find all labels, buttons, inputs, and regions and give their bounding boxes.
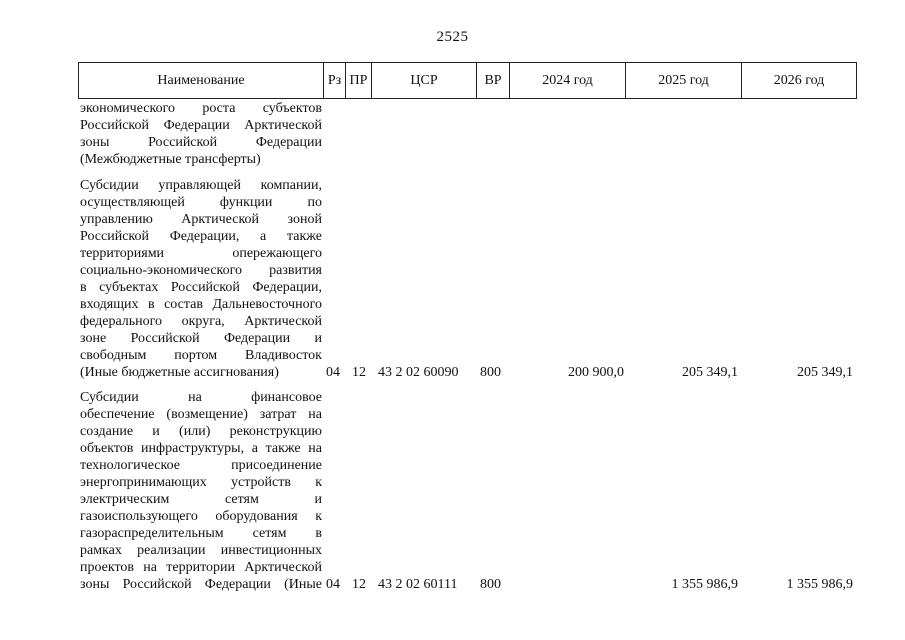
row-2024: 200 900,0	[568, 365, 624, 380]
header-rz: Рз	[324, 63, 346, 99]
row-name-line: газораспределительным сетям в	[80, 526, 322, 541]
row-name-line: создание и (или) реконструкцию	[80, 424, 322, 439]
row-name-line: газоиспользующего оборудования к	[80, 509, 322, 524]
row-name-line: обеспечение (возмещение) затрат на	[80, 407, 322, 422]
row-name-line: Российской Федерации, а также	[80, 229, 322, 244]
row-csr: 43 2 02 60090	[378, 365, 459, 380]
row-name-line: управлению Арктической зоной	[80, 212, 322, 227]
row-name-line: рамках реализации инвестиционных	[80, 543, 322, 558]
row-name-line: экономического роста субъектов	[80, 101, 322, 116]
row-name-line: объектов инфраструктуры, а также на	[80, 441, 322, 456]
row-name-line: технологическое присоединение	[80, 458, 322, 473]
table-row	[80, 389, 322, 593]
row-name-line: Субсидии на финансовое	[80, 390, 322, 405]
row-name-line: зоны Российской Федерации (Иные	[80, 577, 322, 592]
row-2026: 1 355 986,9	[786, 577, 853, 592]
header-2025: 2025 год	[626, 63, 742, 99]
row-name-line: социально-экономического развития	[80, 263, 322, 278]
row-pr: 12	[352, 577, 366, 592]
row-2025: 205 349,1	[682, 365, 738, 380]
row-vr: 800	[480, 577, 501, 592]
row-name-line: осуществляющей функции по	[80, 195, 322, 210]
row-pr: 12	[352, 365, 366, 380]
header-2026: 2026 год	[742, 63, 857, 99]
row-name-line: (Межбюджетные трансферты)	[80, 152, 261, 167]
row-2025: 1 355 986,9	[671, 577, 738, 592]
row-rz: 04	[326, 577, 340, 592]
row-name-line: федерального округа, Арктической	[80, 314, 322, 329]
row-name-line: входящих в состав Дальневосточного	[80, 297, 322, 312]
row-rz: 04	[326, 365, 340, 380]
table-row	[80, 177, 322, 381]
header-name: Наименование	[79, 63, 324, 99]
row-name-line: свободным портом Владивосток	[80, 348, 322, 363]
row-name-line: территориями опережающего	[80, 246, 322, 261]
row-name-line: проектов на территории Арктической	[80, 560, 322, 575]
row-vr: 800	[480, 365, 501, 380]
row-name-line: в субъектах Российской Федерации,	[80, 280, 322, 295]
page-number: 2525	[436, 29, 469, 45]
row-csr: 43 2 02 60111	[378, 577, 458, 592]
header-vr: ВР	[477, 63, 510, 99]
row-name-line: Российской Федерации Арктической	[80, 118, 322, 133]
row-name-line: зоны Российской Федерации	[80, 135, 322, 150]
row-2026: 205 349,1	[797, 365, 853, 380]
row-name-line: зоне Российской Федерации и	[80, 331, 322, 346]
row-name-line: энергопринимающих устройств к	[80, 475, 322, 490]
row-name-line: электрическим сетям и	[80, 492, 322, 507]
row-name-line: (Иные бюджетные ассигнования)	[80, 365, 279, 380]
header-csr: ЦСР	[372, 63, 477, 99]
table-row	[80, 100, 322, 168]
row-name-line: Субсидии управляющей компании,	[80, 178, 322, 193]
header-2024: 2024 год	[510, 63, 626, 99]
header-pr: ПР	[346, 63, 372, 99]
